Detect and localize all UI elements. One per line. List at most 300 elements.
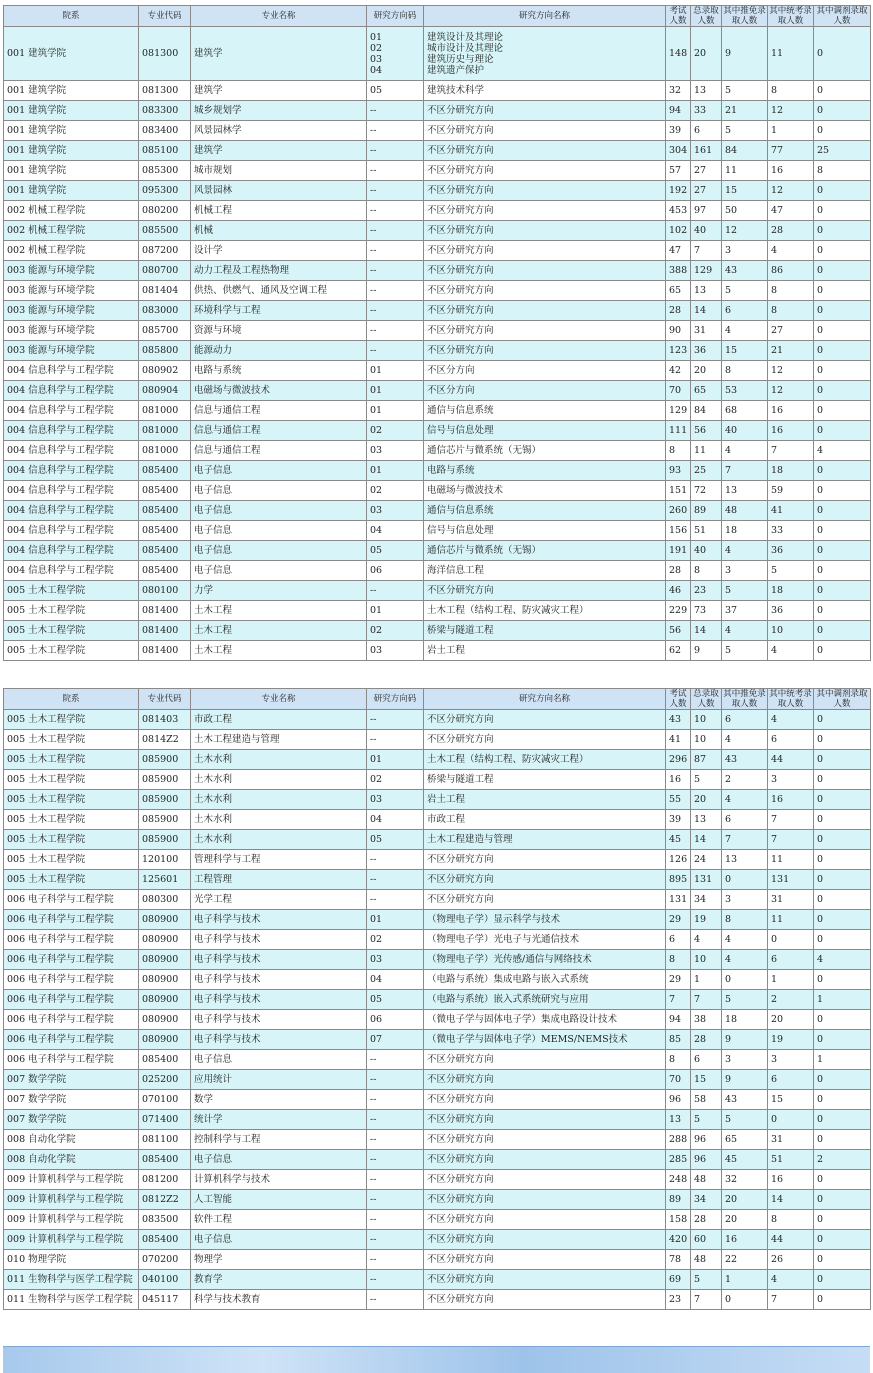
cell-total-admitted: 5	[691, 1270, 722, 1290]
cell-major-name: 电子信息	[191, 1050, 367, 1070]
cell-department: 003 能源与环境学院	[4, 261, 139, 281]
cell-unified-admitted: 4	[768, 241, 814, 261]
table-row	[4, 381, 871, 401]
cell-unified-admitted: 11	[768, 850, 814, 870]
cell-major-name: 管理科学与工程	[191, 850, 367, 870]
cell-total-admitted: 72	[691, 481, 722, 501]
cell-direction-name: （物理电子学）光电子与光通信技术	[424, 930, 666, 950]
cell-exam-count: 102	[666, 221, 691, 241]
cell-exempt-admitted: 48	[722, 501, 768, 521]
cell-major-name: 电子信息	[191, 1150, 367, 1170]
cell-direction-name: 土木工程（结构工程、防灾减灾工程）	[424, 601, 666, 621]
cell-exam-count: 62	[666, 641, 691, 661]
cell-major-code: 087200	[139, 241, 191, 261]
cell-total-admitted: 38	[691, 1010, 722, 1030]
cell-unified-admitted: 1	[768, 121, 814, 141]
cell-total-admitted: 48	[691, 1250, 722, 1270]
cell-unified-admitted: 12	[768, 381, 814, 401]
cell-direction-name: 不区分研究方向	[424, 1270, 666, 1290]
cell-adjusted-admitted: 0	[814, 1070, 871, 1090]
cell-major-name: 控制科学与工程	[191, 1130, 367, 1150]
cell-adjusted-admitted: 0	[814, 181, 871, 201]
cell-major-code: 0814Z2	[139, 730, 191, 750]
cell-direction-code: 01	[367, 461, 424, 481]
cell-direction-code: --	[367, 221, 424, 241]
cell-unified-admitted: 12	[768, 361, 814, 381]
cell-exempt-admitted: 5	[722, 81, 768, 101]
cell-unified-admitted: 8	[768, 281, 814, 301]
cell-direction-code: --	[367, 281, 424, 301]
cell-direction-name: 市政工程	[424, 810, 666, 830]
cell-exam-count: 296	[666, 750, 691, 770]
cell-exam-count: 41	[666, 730, 691, 750]
cell-exam-count: 57	[666, 161, 691, 181]
cell-major-code: 085400	[139, 1050, 191, 1070]
table-row	[4, 221, 871, 241]
cell-direction-name: （电路与系统）集成电路与嵌入式系统	[424, 970, 666, 990]
cell-major-code: 085700	[139, 321, 191, 341]
cell-department: 007 数学学院	[4, 1070, 139, 1090]
table-row	[4, 401, 871, 421]
cell-exempt-admitted: 50	[722, 201, 768, 221]
cell-adjusted-admitted: 0	[814, 710, 871, 730]
cell-adjusted-admitted: 0	[814, 1030, 871, 1050]
header-direction-name: 研究方向名称	[424, 6, 666, 27]
cell-direction-code: --	[367, 1250, 424, 1270]
cell-unified-admitted: 31	[768, 890, 814, 910]
cell-exam-count: 453	[666, 201, 691, 221]
table-row	[4, 461, 871, 481]
cell-major-name: 教育学	[191, 1270, 367, 1290]
table-row	[4, 890, 871, 910]
cell-department: 005 土木工程学院	[4, 770, 139, 790]
cell-total-admitted: 24	[691, 850, 722, 870]
cell-exam-count: 260	[666, 501, 691, 521]
cell-exam-count: 45	[666, 830, 691, 850]
cell-direction-code: 02	[367, 421, 424, 441]
cell-unified-admitted: 86	[768, 261, 814, 281]
table-row	[4, 1210, 871, 1230]
cell-exempt-admitted: 1	[722, 1270, 768, 1290]
admission-table-part2	[3, 688, 870, 1310]
cell-direction-name: （微电子学与固体电子学）集成电路设计技术	[424, 1010, 666, 1030]
cell-exempt-admitted: 7	[722, 461, 768, 481]
table-row	[4, 241, 871, 261]
cell-major-code: 125601	[139, 870, 191, 890]
cell-direction-code: --	[367, 1050, 424, 1070]
cell-direction-code: 06	[367, 1010, 424, 1030]
cell-exam-count: 39	[666, 810, 691, 830]
cell-direction-name: 不区分研究方向	[424, 341, 666, 361]
cell-direction-code: 01	[367, 381, 424, 401]
cell-major-name: 建筑学	[191, 27, 367, 81]
cell-exam-count: 96	[666, 1090, 691, 1110]
cell-exempt-admitted: 5	[722, 121, 768, 141]
cell-adjusted-admitted: 0	[814, 1290, 871, 1310]
table-row	[4, 710, 871, 730]
cell-exam-count: 8	[666, 950, 691, 970]
cell-major-code: 081300	[139, 81, 191, 101]
cell-unified-admitted: 2	[768, 990, 814, 1010]
cell-major-code: 070100	[139, 1090, 191, 1110]
header-department: 院系	[4, 689, 139, 710]
cell-department: 001 建筑学院	[4, 121, 139, 141]
cell-total-admitted: 7	[691, 241, 722, 261]
cell-exempt-admitted: 4	[722, 441, 768, 461]
cell-department: 005 土木工程学院	[4, 621, 139, 641]
cell-direction-code: 01	[367, 401, 424, 421]
cell-department: 002 机械工程学院	[4, 221, 139, 241]
cell-major-name: 物理学	[191, 1250, 367, 1270]
cell-direction-code: --	[367, 1130, 424, 1150]
cell-department: 005 土木工程学院	[4, 830, 139, 850]
cell-total-admitted: 5	[691, 1110, 722, 1130]
cell-exempt-admitted: 20	[722, 1190, 768, 1210]
cell-adjusted-admitted: 0	[814, 1270, 871, 1290]
cell-direction-code: --	[367, 121, 424, 141]
header-adjusted-admitted: 其中调剂录取人数	[814, 6, 871, 27]
cell-exempt-admitted: 4	[722, 950, 768, 970]
cell-department: 004 信息科学与工程学院	[4, 441, 139, 461]
cell-direction-name: （电路与系统）嵌入式系统研究与应用	[424, 990, 666, 1010]
cell-adjusted-admitted: 0	[814, 750, 871, 770]
cell-major-name: 光学工程	[191, 890, 367, 910]
cell-total-admitted: 28	[691, 1210, 722, 1230]
cell-exam-count: 47	[666, 241, 691, 261]
cell-department: 001 建筑学院	[4, 81, 139, 101]
cell-direction-name: 通信芯片与微系统（无锡）	[424, 541, 666, 561]
cell-major-name: 土木水利	[191, 830, 367, 850]
cell-adjusted-admitted: 0	[814, 890, 871, 910]
cell-unified-admitted: 47	[768, 201, 814, 221]
cell-direction-code: 05	[367, 81, 424, 101]
cell-total-admitted: 131	[691, 870, 722, 890]
cell-direction-code: 02	[367, 621, 424, 641]
cell-exempt-admitted: 4	[722, 730, 768, 750]
cell-direction-code: --	[367, 730, 424, 750]
cell-exempt-admitted: 11	[722, 161, 768, 181]
cell-exempt-admitted: 6	[722, 810, 768, 830]
cell-exempt-admitted: 3	[722, 241, 768, 261]
cell-direction-code: --	[367, 241, 424, 261]
cell-direction-name: 海洋信息工程	[424, 561, 666, 581]
cell-total-admitted: 13	[691, 281, 722, 301]
cell-major-code: 080900	[139, 910, 191, 930]
cell-major-name: 电子信息	[191, 1230, 367, 1250]
cell-exempt-admitted: 20	[722, 1210, 768, 1230]
cell-adjusted-admitted: 0	[814, 970, 871, 990]
cell-unified-admitted: 8	[768, 81, 814, 101]
cell-major-code: 080904	[139, 381, 191, 401]
cell-exempt-admitted: 32	[722, 1170, 768, 1190]
cell-exempt-admitted: 43	[722, 750, 768, 770]
cell-total-admitted: 20	[691, 27, 722, 81]
cell-major-name: 建筑学	[191, 141, 367, 161]
cell-total-admitted: 89	[691, 501, 722, 521]
cell-exam-count: 70	[666, 381, 691, 401]
cell-adjusted-admitted: 0	[814, 341, 871, 361]
cell-exam-count: 7	[666, 990, 691, 1010]
cell-direction-code: --	[367, 581, 424, 601]
cell-exam-count: 13	[666, 1110, 691, 1130]
cell-direction-code: 04	[367, 970, 424, 990]
cell-major-name: 设计学	[191, 241, 367, 261]
cell-exam-count: 69	[666, 1270, 691, 1290]
cell-unified-admitted: 36	[768, 541, 814, 561]
cell-total-admitted: 14	[691, 621, 722, 641]
header-direction-code: 研究方向码	[367, 6, 424, 27]
cell-direction-code: --	[367, 181, 424, 201]
cell-direction-code: 07	[367, 1030, 424, 1050]
cell-adjusted-admitted: 4	[814, 950, 871, 970]
cell-adjusted-admitted: 0	[814, 381, 871, 401]
cell-exam-count: 6	[666, 930, 691, 950]
table-row	[4, 321, 871, 341]
table-row	[4, 361, 871, 381]
cell-adjusted-admitted: 0	[814, 27, 871, 81]
header-unified-admitted: 其中统考录取人数	[769, 689, 812, 709]
cell-unified-admitted: 7	[768, 441, 814, 461]
table-row	[4, 161, 871, 181]
header-exempt-admitted: 其中推免录取人数	[723, 689, 766, 709]
cell-department: 003 能源与环境学院	[4, 341, 139, 361]
cell-adjusted-admitted: 0	[814, 101, 871, 121]
cell-department: 005 土木工程学院	[4, 730, 139, 750]
cell-unified-admitted: 18	[768, 461, 814, 481]
cell-adjusted-admitted: 0	[814, 1110, 871, 1130]
table-row	[4, 1150, 871, 1170]
cell-direction-code: --	[367, 870, 424, 890]
cell-major-name: 环境科学与工程	[191, 301, 367, 321]
cell-direction-name: 桥梁与隧道工程	[424, 770, 666, 790]
cell-major-code: 085400	[139, 501, 191, 521]
cell-direction-name: 不区分研究方向	[424, 581, 666, 601]
cell-department: 006 电子科学与工程学院	[4, 930, 139, 950]
cell-unified-admitted: 3	[768, 770, 814, 790]
cell-adjusted-admitted: 0	[814, 910, 871, 930]
cell-total-admitted: 87	[691, 750, 722, 770]
cell-direction-code: --	[367, 1270, 424, 1290]
cell-department: 005 土木工程学院	[4, 710, 139, 730]
table-row	[4, 141, 871, 161]
header-major-name: 专业名称	[191, 689, 367, 710]
cell-direction-code: 01	[367, 601, 424, 621]
cell-department: 006 电子科学与工程学院	[4, 910, 139, 930]
cell-direction-name: 桥梁与隧道工程	[424, 621, 666, 641]
cell-department: 009 计算机科学与工程学院	[4, 1170, 139, 1190]
cell-direction-code: 05	[367, 541, 424, 561]
cell-direction-name: 不区分研究方向	[424, 161, 666, 181]
cell-unified-admitted: 44	[768, 1230, 814, 1250]
table-row	[4, 1230, 871, 1250]
cell-exempt-admitted: 43	[722, 1090, 768, 1110]
cell-adjusted-admitted: 0	[814, 1250, 871, 1270]
cell-department: 005 土木工程学院	[4, 810, 139, 830]
cell-total-admitted: 10	[691, 950, 722, 970]
cell-exempt-admitted: 53	[722, 381, 768, 401]
cell-total-admitted: 96	[691, 1130, 722, 1150]
cell-major-code: 120100	[139, 850, 191, 870]
table-row	[4, 1170, 871, 1190]
cell-department: 004 信息科学与工程学院	[4, 501, 139, 521]
cell-department: 006 电子科学与工程学院	[4, 970, 139, 990]
cell-direction-code: --	[367, 301, 424, 321]
cell-exempt-admitted: 12	[722, 221, 768, 241]
table-row	[4, 27, 871, 81]
cell-unified-admitted: 16	[768, 421, 814, 441]
cell-unified-admitted: 4	[768, 641, 814, 661]
cell-exam-count: 56	[666, 621, 691, 641]
cell-total-admitted: 14	[691, 830, 722, 850]
cell-unified-admitted: 21	[768, 341, 814, 361]
cell-major-name: 机械	[191, 221, 367, 241]
cell-direction-code: 04	[367, 810, 424, 830]
cell-exam-count: 248	[666, 1170, 691, 1190]
table-row	[4, 521, 871, 541]
cell-adjusted-admitted: 0	[814, 221, 871, 241]
table-row	[4, 850, 871, 870]
header-exam-count: 考试人数	[666, 689, 691, 710]
cell-major-name: 供热、供燃气、通风及空调工程	[191, 281, 367, 301]
cell-major-code: 085900	[139, 790, 191, 810]
cell-total-admitted: 14	[691, 301, 722, 321]
cell-direction-code: 03	[367, 950, 424, 970]
cell-direction-code: 05	[367, 990, 424, 1010]
cell-direction-name: 不区分研究方向	[424, 181, 666, 201]
cell-total-admitted: 10	[691, 730, 722, 750]
cell-exam-count: 131	[666, 890, 691, 910]
cell-exempt-admitted: 18	[722, 521, 768, 541]
header-major-name: 专业名称	[191, 6, 367, 27]
header-department: 院系	[4, 6, 139, 27]
cell-exam-count: 43	[666, 710, 691, 730]
cell-exempt-admitted: 13	[722, 481, 768, 501]
cell-unified-admitted: 11	[768, 27, 814, 81]
table-row	[4, 201, 871, 221]
cell-total-admitted: 28	[691, 1030, 722, 1050]
cell-department: 001 建筑学院	[4, 141, 139, 161]
cell-adjusted-admitted: 0	[814, 730, 871, 750]
cell-direction-code: --	[367, 261, 424, 281]
cell-exam-count: 8	[666, 1050, 691, 1070]
cell-major-name: 电路与系统	[191, 361, 367, 381]
cell-exempt-admitted: 4	[722, 621, 768, 641]
cell-direction-name: 不区分研究方向	[424, 1170, 666, 1190]
cell-exam-count: 29	[666, 910, 691, 930]
cell-exempt-admitted: 21	[722, 101, 768, 121]
cell-adjusted-admitted: 1	[814, 990, 871, 1010]
cell-adjusted-admitted: 0	[814, 1130, 871, 1150]
cell-unified-admitted: 77	[768, 141, 814, 161]
cell-total-admitted: 40	[691, 221, 722, 241]
cell-adjusted-admitted: 0	[814, 281, 871, 301]
table-row	[4, 541, 871, 561]
table-row	[4, 950, 871, 970]
bottom-decorative-bar	[3, 1346, 870, 1373]
cell-major-name: 电子信息	[191, 501, 367, 521]
header-exempt-admitted: 其中推免录取人数	[723, 6, 766, 26]
cell-exam-count: 28	[666, 561, 691, 581]
cell-total-admitted: 34	[691, 1190, 722, 1210]
cell-direction-code: --	[367, 321, 424, 341]
cell-major-code: 081200	[139, 1170, 191, 1190]
cell-direction-name: 不区分研究方向	[424, 1050, 666, 1070]
table-row	[4, 730, 871, 750]
cell-major-code: 080100	[139, 581, 191, 601]
cell-major-code: 080200	[139, 201, 191, 221]
cell-total-admitted: 129	[691, 261, 722, 281]
header-exam-count: 考试人数	[666, 6, 691, 27]
cell-unified-admitted: 28	[768, 221, 814, 241]
cell-direction-name: 不区分研究方向	[424, 890, 666, 910]
table-row	[4, 1190, 871, 1210]
cell-department: 003 能源与环境学院	[4, 321, 139, 341]
header-major-code: 专业代码	[139, 6, 191, 27]
cell-direction-code: --	[367, 710, 424, 730]
cell-total-admitted: 5	[691, 770, 722, 790]
cell-major-code: 080900	[139, 990, 191, 1010]
cell-exam-count: 55	[666, 790, 691, 810]
cell-direction-name: 不区分研究方向	[424, 710, 666, 730]
cell-exempt-admitted: 15	[722, 181, 768, 201]
table-row	[4, 910, 871, 930]
cell-adjusted-admitted: 0	[814, 241, 871, 261]
cell-exempt-admitted: 4	[722, 930, 768, 950]
cell-adjusted-admitted: 0	[814, 601, 871, 621]
cell-major-code: 080700	[139, 261, 191, 281]
cell-major-name: 机械工程	[191, 201, 367, 221]
cell-direction-name: 不区分研究方向	[424, 201, 666, 221]
cell-major-name: 信息与通信工程	[191, 421, 367, 441]
cell-exam-count: 16	[666, 770, 691, 790]
cell-exempt-admitted: 68	[722, 401, 768, 421]
cell-major-name: 电子信息	[191, 521, 367, 541]
cell-department: 003 能源与环境学院	[4, 301, 139, 321]
cell-major-code: 095300	[139, 181, 191, 201]
cell-direction-code: --	[367, 101, 424, 121]
cell-unified-admitted: 7	[768, 1290, 814, 1310]
cell-total-admitted: 6	[691, 1050, 722, 1070]
cell-direction-name: （微电子学与固体电子学）MEMS/NEMS技术	[424, 1030, 666, 1050]
table-row	[4, 281, 871, 301]
cell-major-name: 建筑学	[191, 81, 367, 101]
table-row	[4, 1090, 871, 1110]
cell-department: 010 物理学院	[4, 1250, 139, 1270]
cell-adjusted-admitted: 0	[814, 361, 871, 381]
cell-adjusted-admitted: 0	[814, 930, 871, 950]
cell-direction-code: --	[367, 890, 424, 910]
cell-direction-name: 不区分研究方向	[424, 101, 666, 121]
cell-major-code: 085400	[139, 561, 191, 581]
cell-exam-count: 192	[666, 181, 691, 201]
table-row	[4, 830, 871, 850]
cell-exempt-admitted: 0	[722, 870, 768, 890]
table-row	[4, 1270, 871, 1290]
cell-major-name: 科学与技术教育	[191, 1290, 367, 1310]
cell-major-code: 081300	[139, 27, 191, 81]
cell-adjusted-admitted: 0	[814, 481, 871, 501]
cell-direction-code: 03	[367, 790, 424, 810]
cell-exam-count: 111	[666, 421, 691, 441]
cell-direction-name: 不区分研究方向	[424, 730, 666, 750]
cell-adjusted-admitted: 1	[814, 1050, 871, 1070]
cell-direction-name: 不区分研究方向	[424, 1070, 666, 1090]
table-row	[4, 421, 871, 441]
header-adjusted-admitted: 其中调剂录取人数	[814, 689, 871, 710]
cell-adjusted-admitted: 0	[814, 770, 871, 790]
cell-department: 004 信息科学与工程学院	[4, 481, 139, 501]
cell-major-name: 力学	[191, 581, 367, 601]
